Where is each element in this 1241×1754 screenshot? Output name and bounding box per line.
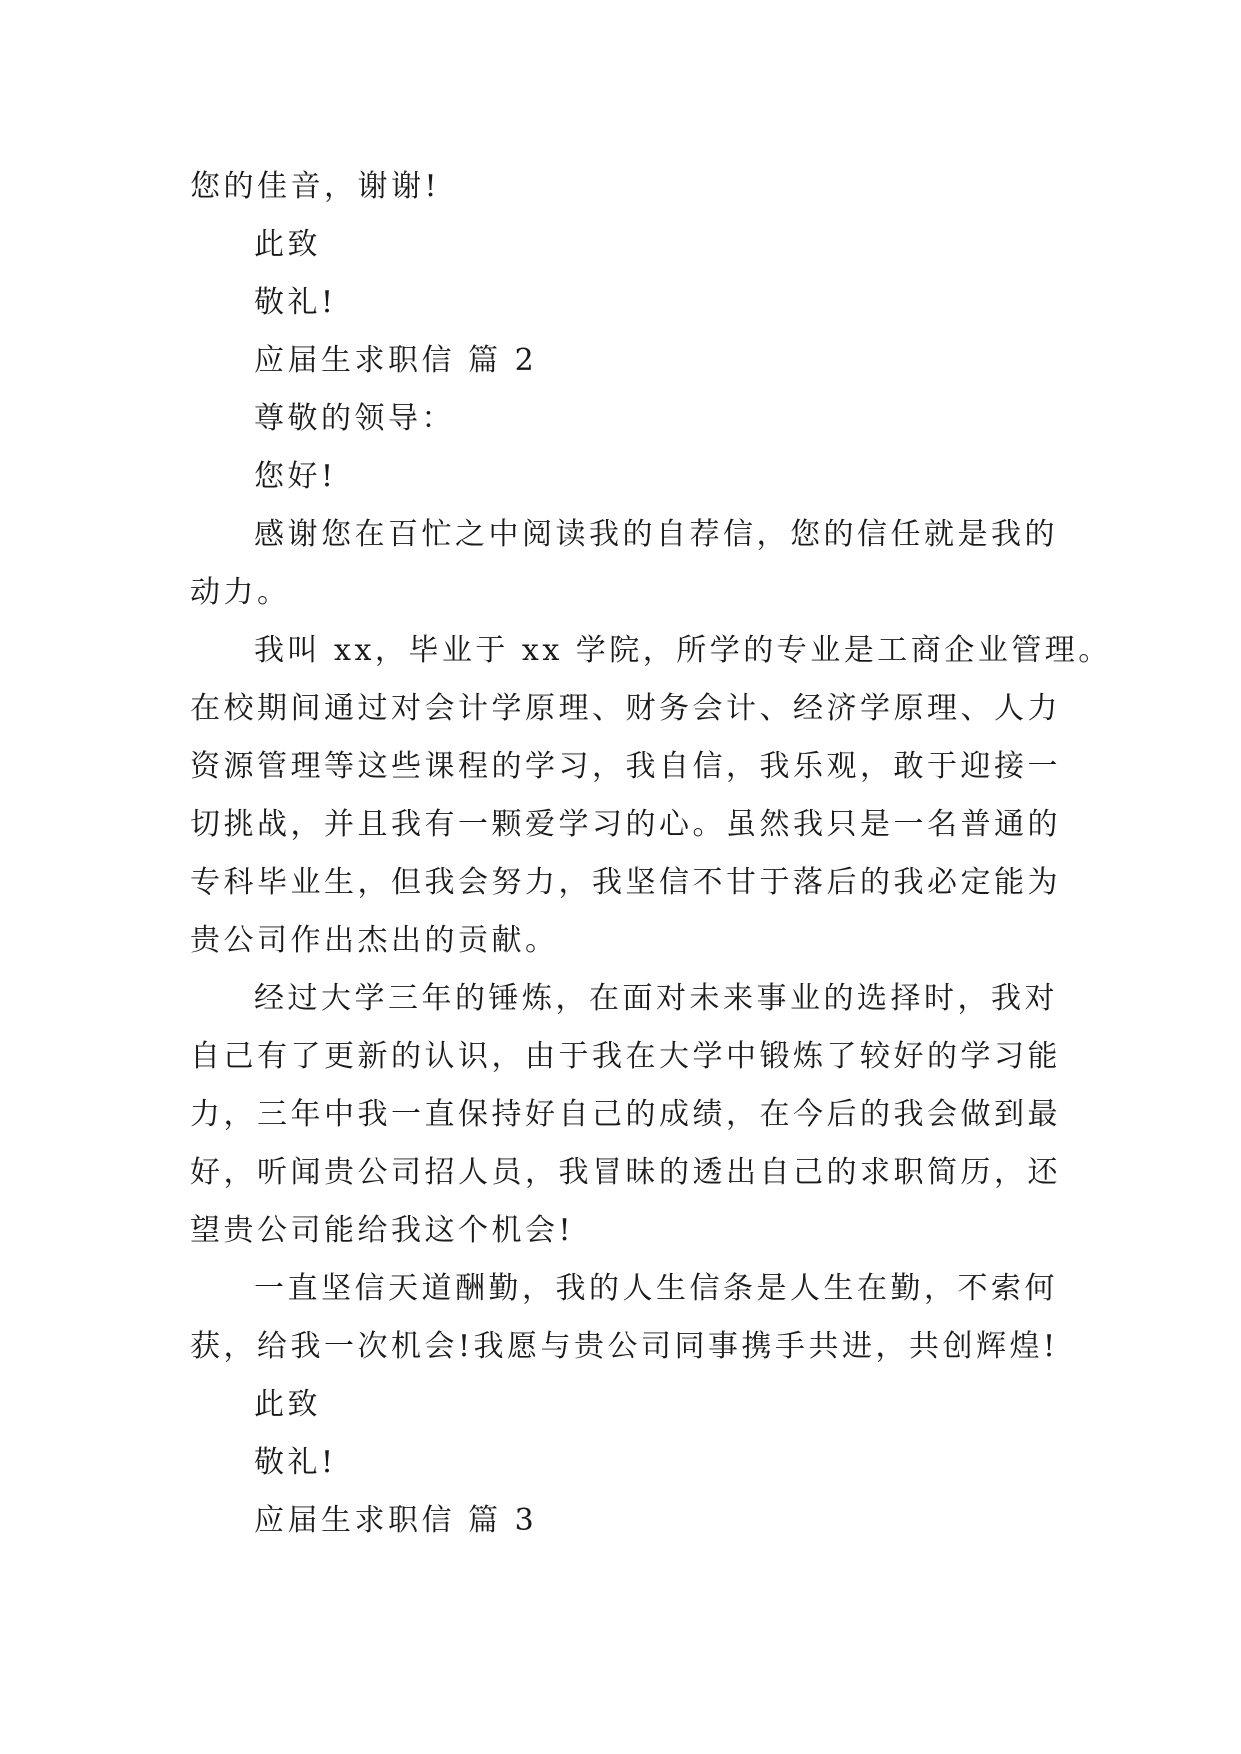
closing-regards: 敬礼! xyxy=(254,285,337,320)
paragraph-line: 在校期间通过对会计学原理、财务会计、经济学原理、人力 xyxy=(190,691,1061,726)
paragraph-line: 一直坚信天道酬勤，我的人生信条是人生在勤，不索何 xyxy=(254,1271,1058,1306)
paragraph-line: 资源管理等这些课程的学习，我自信，我乐观，敢于迎接一 xyxy=(190,749,1061,784)
greeting-hello: 您好! xyxy=(254,459,337,494)
closing-salutation: 此致 xyxy=(254,1387,321,1422)
closing-regards: 敬礼! xyxy=(254,1445,337,1480)
paragraph-line: 感谢您在百忙之中阅读我的自荐信，您的信任就是我的 xyxy=(254,517,1058,552)
paragraph-line: 动力。 xyxy=(190,575,291,610)
document-body xyxy=(190,158,1112,1550)
section-heading: 应届生求职信 篇 3 xyxy=(254,1503,538,1538)
greeting: 尊敬的领导： xyxy=(254,401,455,436)
paragraph-line: 经过大学三年的锤炼，在面对未来事业的选择时，我对 xyxy=(254,981,1058,1016)
paragraph-line: 好，听闻贵公司招人员，我冒昧的透出自己的求职简历，还 xyxy=(190,1155,1061,1190)
paragraph-line: 自己有了更新的认识，由于我在大学中锻炼了较好的学习能 xyxy=(190,1039,1061,1074)
paragraph-line: 力，三年中我一直保持好自己的成绩，在今后的我会做到最 xyxy=(190,1097,1061,1132)
closing-salutation: 此致 xyxy=(254,227,321,262)
text-line: 您的佳音，谢谢! xyxy=(190,169,441,204)
paragraph-line: 贵公司作出杰出的贡献。 xyxy=(190,923,559,958)
paragraph-line: 获，给我一次机会!我愿与贵公司同事携手共进，共创辉煌! xyxy=(190,1329,1059,1364)
section-heading: 应届生求职信 篇 2 xyxy=(254,343,538,378)
paragraph-line: 专科毕业生，但我会努力，我坚信不甘于落后的我必定能为 xyxy=(190,865,1061,900)
paragraph-line: 切挑战，并且我有一颗爱学习的心。虽然我只是一名普通的 xyxy=(190,807,1061,842)
paragraph-line: 我叫 xx，毕业于 xx 学院，所学的专业是工商企业管理。 xyxy=(254,633,1112,668)
paragraph-line: 望贵公司能给我这个机会! xyxy=(190,1213,575,1248)
